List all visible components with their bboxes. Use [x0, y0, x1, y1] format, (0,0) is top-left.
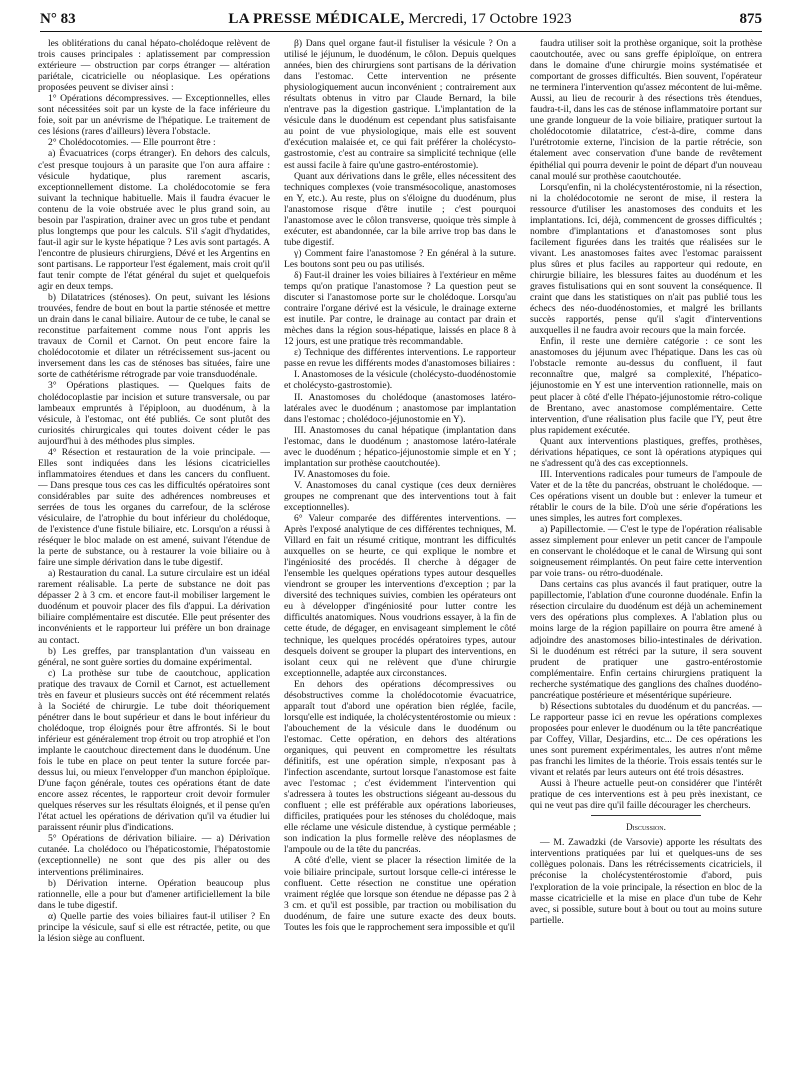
paragraph: Aussi à l'heure actuelle peut-on considérer que l'intérêt pratique de ces interventions est à peu près inexistant, ce qui ne veut pas dire qu'il faille décourager les chercheurs.	[530, 778, 762, 812]
paragraph: b) Les greffes, par transplantation d'un vaisseau en général, ne sont guère sorties du domaine expérimental.	[38, 645, 270, 668]
paragraph: β) Dans quel organe faut-il fistuliser la vésicule ? On a utilisé le jéjunum, le duodénum, le côlon. Depuis quelques années, bien des chirurgiens sont partisans de la dérivation dans l'estomac. Cette intervention ne présente physiologiquement aucun inconvénient ; contrairement aux résultats obtenus in vitro par Claude Bernard, la bile n'entrave pas la digestion gastrique. L'implantation de la vésicule dans le duodénum est cependant plus satisfaisante au point de vue physiologique, mais elle est souvent d'exécution malaisée et, ce qui fait préférer la cholécysto-gastrostomie, c'est au contraire sa simplicité technique (elle est aussi facile à faire qu'une gastro-entérostomie).	[284, 38, 516, 171]
paragraph: b) Dérivation interne. Opération beaucoup plus rationnelle, elle a pour but d'amener artificiellement la bile dans le tube digestif.	[38, 877, 270, 911]
column-1	[38, 38, 270, 1068]
paragraph: 2° Cholédocotomies. — Elle pourront être :	[48, 137, 216, 149]
paragraph: c) La prothèse sur tube de caoutchouc, application pratique des travaux de Cornil et Carnot, est actuellement très en faveur et plusieurs succès ont été récemment relatés à la Société de chirurgie. Le tube doit théoriquement pénétrer dans le bout supérieur et dans le bout inférieur du cholédoque, trop éloignés pour être affrontés. Si le bout inférieur est généralement trop étroit ou trop atrophié et l'on implante le caoutchouc directement dans le duodénum. Une fois le tube en place on peut tenter la suture forcée par-dessus lui, ou mieux l'envelopper d'un manchon épiploïque. D'une façon générale, toutes ces opérations étant de date encore assez récentes, le rapporteur croit devoir formuler quelques réserves sur les résultats éloignés, et il pense qu'en l'état actuel les opérations de dérivation qu'il va étudier lui paraissent réunir plus d'indications.	[38, 667, 270, 834]
paragraph: IV. Anastomoses du foie.	[294, 468, 391, 480]
paragraph: Enfin, il reste une dernière catégorie : ce sont les anastomoses du jéjunum avec l'hépatique. Dans les cas où l'obstacle remonte au-dessus du confluent, il faut reconnaître que, malgré sa complexité, l'hépatico-jéjunostomie en Y est une intervention rationnelle, mais on peut placer à côté d'elle l'hépato-jéjunostomie rétro-colique de Brentano, avec anastomose complémentaire. Cette intervention, d'une réalisation plus facile que l'Y, peut être plus rapidement exécutée.	[530, 336, 762, 436]
paragraph: V. Anastomoses du canal cystique (ces deux dernières groupes ne comprenant que des interventions tout à fait exceptionnelles).	[284, 479, 516, 513]
paragraph: b) Dilatatrices (sténoses). On peut, suivant les lésions trouvées, fendre de bout en bout la partie sténosée et mettre un drain dans le canal biliaire. Autour de ce tube, le canal se reconstitue parfaitement comme nous l'ont appris les travaux de Cornil et Carnot. On peut encore faire la cholédocotomie et dilater un rétrécissement sus-jacent ou inversement dans les cas de sténoses bas situées, faire une sorte de cathétérisme rétrograde par voie transduodénale.	[38, 292, 270, 381]
paragraph: b) Résections subtotales du duodénum et du pancréas. — Le rapporteur passe ici en revue les opérations complexes proposées pour enlever le duodénum ou la tête pancréatique par Coffey, Villar, Desjardins, etc... De ces opérations les unes sont purement expérimentales, les autres n'ont même pas franchi les limites de la théorie. Trois essais tentés sur le vivant et relatés par leurs auteurs ont été trois désastres.	[530, 700, 762, 779]
discussion-heading: Discussion.	[626, 822, 666, 833]
column-2	[284, 38, 516, 1068]
paragraph: III. Anastomoses du canal hépatique (implantation dans l'estomac, dans le duodénum ; anastomose latéro-latérale avec le duodénum ; hépatico-jéjunostomie simple et en Y ; implantation sur prothèse caoutchoutée).	[284, 424, 516, 469]
paragraph: δ) Faut-il drainer les voies biliaires à l'extérieur en même temps qu'on pratique l'anastomose ? La question peut se discuter si l'anastomose porte sur le cholédoque. Lorsqu'au contraire l'organe dérivé est la vésicule, le drainage externe est inutile. Par contre, le drainage au contact par drain et mèches dans la région sous-hépatique, laissés en place 8 à 12 jours, est une pratique très recommandable.	[284, 269, 516, 348]
journal-name: LA PRESSE MÉDICALE,	[228, 11, 405, 27]
page-header	[40, 8, 762, 30]
header-rule	[40, 31, 762, 32]
section-separator	[591, 815, 701, 816]
journal-title-line	[180, 8, 620, 30]
paragraph: 1° Opérations décompressives. — Exceptionnelles, elles sont nécessitées soit par un kyste de la face inférieure du foie, soit par un anévrisme de l'hépatique. Le traitement de ces lésions (rares d'ailleurs) lèvera l'obstacle.	[38, 93, 270, 138]
paragraph: II. Anastomoses du cholédoque (anastomoses latéro-latérales avec le duodénum ; anastomose par implantation dans l'estomac ; cholédoco-jéjunostomie en Y).	[284, 391, 516, 425]
paragraph: Lorsqu'enfin, ni la cholécystentérostomie, ni la résection, ni la cholédocotomie ne seront de mise, il restera la ressource d'utiliser les anastomoses des conduits et les implantations. Ici, déjà, commencent de grosses difficultés ; nombre d'implantations et d'anastomoses sont plus facilement figurées dans les traités que réalisées sur le vivant. Les anastomoses faites avec l'estomac paraissent plus sûres et plus faciles au rapporteur qui redoute, en chirurgie biliaire, les blessures faites au duodénum et les graves fistulisations qui en sont souvent la conséquence. Il craint que dans les statistiques on n'ait pas publié tous les échecs des néo-duodénostomies, et malgré les brillants succès rapportés, pense qu'il s'agit d'interventions auxquelles il ne faudra avoir recours que la main forcée.	[530, 181, 762, 337]
paragraph: ε) Technique des différentes interventions. Le rapporteur passe en revue les différents modes d'anastomoses biliaires :	[284, 347, 516, 370]
paragraph: les oblitérations du canal hépato-cholédoque relèvent de trois causes principales : aplatissement par compression extérieure — obstruction par corps étranger — altération pariétale, cicatricielle ou néoplasique. Les opérations proposées peuvent se diviser ainsi :	[38, 38, 270, 94]
page-number: 875	[739, 11, 762, 27]
issue-number: N° 83	[40, 11, 76, 27]
paragraph: a) Restauration du canal. La suture circulaire est un idéal rarement réalisable. La perte de substance ne doit pas dépasser 2 à 3 cm. et encore faut-il mobiliser largement le duodénum et pouvoir placer des fils d'appui. La dérivation biliaire complémentaire est discutée. Elle peut présenter des inconvénients et le rapporteur lui préfère un bon drainage au contact.	[38, 568, 270, 646]
paragraph: a) Évacuatrices (corps étranger). En dehors des calculs, c'est presque toujours à un parasite que l'on aura affaire : vésicule hydatique, plus rarement ascaris, exceptionnellement distome. La cholédocotomie se fera suivant la technique habituelle. Mais il faudra évacuer le contenu de la voie obstruée avec le plus grand soin, au besoin par l'aspiration, drainer avec un gros tube et pendant plus longtemps que pour les calculs. S'il s'agit d'hydatides, faut-il agir sur le kyste hépatique ? Les avis sont partagés. A l'encontre de plusieurs chirurgiens, Dévé et les Argentins en sont partisans. Le rapporteur l'est également, mais croit qu'il faut tenir compte de l'état général du sujet et quelquefois agir en deux temps.	[38, 148, 270, 293]
discussion-paragraph: — M. Zawadzki (de Varsovie) apporte les résultats des interventions pratiquées par lui et quelques-uns de ses collègues polonais. Dans les rétrécissements cicatriciels, il préconise la cholécystentérostomie d'abord, puis l'exploration de la voie principale, la résection en bloc de la masse cicatricielle et la mise en place d'un tube de Kehr avec, si possible, suture bout à bout ou tout au moins suture partielle.	[530, 837, 762, 926]
paragraph: III. Interventions radicales pour tumeurs de l'ampoule de Vater et de la tête du pancréas, obstruant le cholédoque. — Ces opérations visent un double but : enlever la tumeur et rétablir le cours de la bile. D'où une série d'opérations les unes simples, les autres fort complexes.	[530, 468, 762, 525]
paragraph: faudra utiliser soit la prothèse organique, soit la prothèse caoutchoutée, avec ou sans greffe épiploïque, on entrera dans le domaine d'une chirurgie moins systématisée et comportant de grosses difficultés. Bien souvent, l'opérateur ne terminera l'intervention qu'assez mécontent de lui-même. Aussi, au lieu de recourir à des résections très étendues, faudra-t-il, dans les cas de sténose inflammatoire portant sur une grande longueur de la voie biliaire, pratiquer surtout la cholédocotomie dilatatrice, c'est-à-dire, comme dans l'urétrotomie externe, l'incision de la partie rétrécie, son étalement avec conservation d'une bande de revêtement épithélial qui pourra devenir le point de départ d'un nouveau canal moulé sur prothèse caoutchoutée.	[530, 38, 762, 182]
paragraph: 4° Résection et restauration de la voie principale. — Elles sont indiquées dans les lésions cicatricielles inflammatoires étendues et dans les cancers du confluent. — Dans presque tous ces cas les difficultés opératoires sont considérables par suite des adhérences nombreuses et serrées de tous les organes du carrefour, de la sclérose vésiculaire, de l'atrophie du bout inférieur du cholédoque, de l'existence d'une fistule biliaire, etc. Lorsqu'on a réussi à réséquer le bloc malade on est amené, suivant l'étendue de la perte de substance, ou à restaurer la voie biliaire ou à faire une simple dérivation dans le tube digestif.	[38, 446, 270, 569]
paragraph: 6° Valeur comparée des différentes interventions. — Après l'exposé analytique de ces différentes techniques, M. Villard en fait un résumé critique, montrant les difficultés auxquelles on se heurte, ce qui explique le nombre et l'ingéniosité des procédés. Il cherche à dégager de l'ensemble les quelques opérations types autour desquelles viendront se grouper les interventions d'exception ; par la diversité des techniques suivies, combien les opérateurs ont eu à développer d'ingéniosité pour lutter contre les difficultés anatomiques. Nous voudrions essayer, à la fin de cette étude, de dégager, en envisageant simplement le côté technique, les quelques procédés opératoires types, autour desquels doivent se grouper la plupart des interventions, en isolant ceux qui ne relèvent que d'une chirurgie exceptionnelle, adaptée aux circonstances.	[284, 513, 516, 679]
paragraph: 5° Opérations de dérivation biliaire. — a) Dérivation cutanée. La cholédoco ou l'hépaticostomie, l'hépatostomie (exceptionnelle) ne sont que des pis aller ou des interventions préliminaires.	[38, 833, 270, 878]
paragraph: Quant aux dérivations dans le grêle, elles nécessitent des techniques complexes (voie transmésocolique, anastomoses en Y, etc.). Au reste, plus on s'éloigne du duodénum, plus l'anastomose risque d'être inutile ; c'est pourquoi l'anastomose avec le côlon transverse, quoique très simple à exécuter, est abandonnée, car la bile arrive trop bas dans le tube digestif.	[284, 170, 516, 248]
paragraph: Quant aux interventions plastiques, greffes, prothèses, dérivations hépatiques, ce sont là opérations atypiques qui ne s'adressent qu'à des cas exceptionnels.	[530, 435, 762, 469]
paragraph: I. Anastomoses de la vésicule (cholécysto-duodénostomie et cholécysto-gastrostomie).	[284, 369, 516, 392]
paragraph: En dehors des opérations décompressives ou désobstructives comme la cholédocotomie évacuatrice, apparaît tout d'abord une opération bien réglée, facile, lorsqu'elle est indiquée, la cholécystentérostomie ou mieux : l'abouchement de la vésicule dans le duodénum ou l'estomac. Cette opération, en dehors des altérations organiques, qui peuvent en compromettre les résultats définitifs, est une opération simple, n'exposant pas à l'infection ascendante, surtout lorsque l'anastomose est faite avec l'estomac ; c'est évidemment l'intervention qui s'adressera à toutes les obstructions siégeant au-dessous du confluent ; elle est préférable aux opérations laborieuses, difficiles, pratiquées pour les sténoses du cholédoque, mais elle réclame une vésicule distendue, à cystique perméable ; son indication la plus formelle relève des néoplasmes de l'ampoule ou de la tête du pancréas.	[284, 678, 516, 856]
paragraph: α) Quelle partie des voies biliaires faut-il utiliser ? En principe la vésicule, sauf si elle est rétractée, petite, ou que la lésion siège au confluent.	[38, 910, 270, 944]
column-3	[530, 38, 762, 1068]
paragraph: Dans certains cas plus avancés il faut pratiquer, outre la papillectomie, l'ablation d'une couronne duodénale. Enfin la résection circulaire du duodénum est déjà un acheminement vers des opérations plus complexes. A l'ablation plus ou moins large de la région papillaire on pourra être amené à adjoindre des anastomoses bilio-intestinales de dérivation. Si le duodénum est rétréci par la suture, il sera souvent prudent de pratiquer une gastro-entérostomie complémentaire. Enfin certains chirurgiens pratiquent la recherche systématique des ganglions des chaînes duodéno-pancréatique postérieure et mésentérique supérieure.	[530, 579, 762, 701]
issue-date: Mercredi, 17 Octobre 1923	[404, 11, 572, 27]
paragraph: A côté d'elle, vient se placer la résection limitée de la voie biliaire principale, surtout lorsque celle-ci intéresse le confluent. Cette résection ne constitue une opération vraiment réglée que lorsque son étendue ne dépasse pas 2 à 3 cm. et qu'il est possible, par traction ou mobilisation du duodénum, de faire une suture exacte des deux bouts. Toutes les fois que le rapprochement sera impossible et qu'il	[284, 855, 516, 933]
paragraph: 3° Opérations plastiques. — Quelques faits de cholédocoplastie par incision et suture transversale, ou par lambeaux empruntés à l'épiploon, au duodénum, à la vésicule, à l'estomac, ont été publiés. Ce sont plutôt des curiosités chirurgicales qui toutes doivent céder le pas aujourd'hui à des méthodes plus simples.	[38, 380, 270, 447]
paragraph: a) Papillectomie. — C'est le type de l'opération réalisable assez simplement pour enlever un petit cancer de l'ampoule en conservant le cholédoque et le canal de Wirsung qui sont soigneusement réimplantés. On peut faire cette intervention par voie trans- ou rétro-duodénale.	[530, 524, 762, 580]
paragraph: γ) Comment faire l'anastomose ? En général à la suture. Les boutons sont peu ou pas utilisés.	[284, 247, 516, 270]
